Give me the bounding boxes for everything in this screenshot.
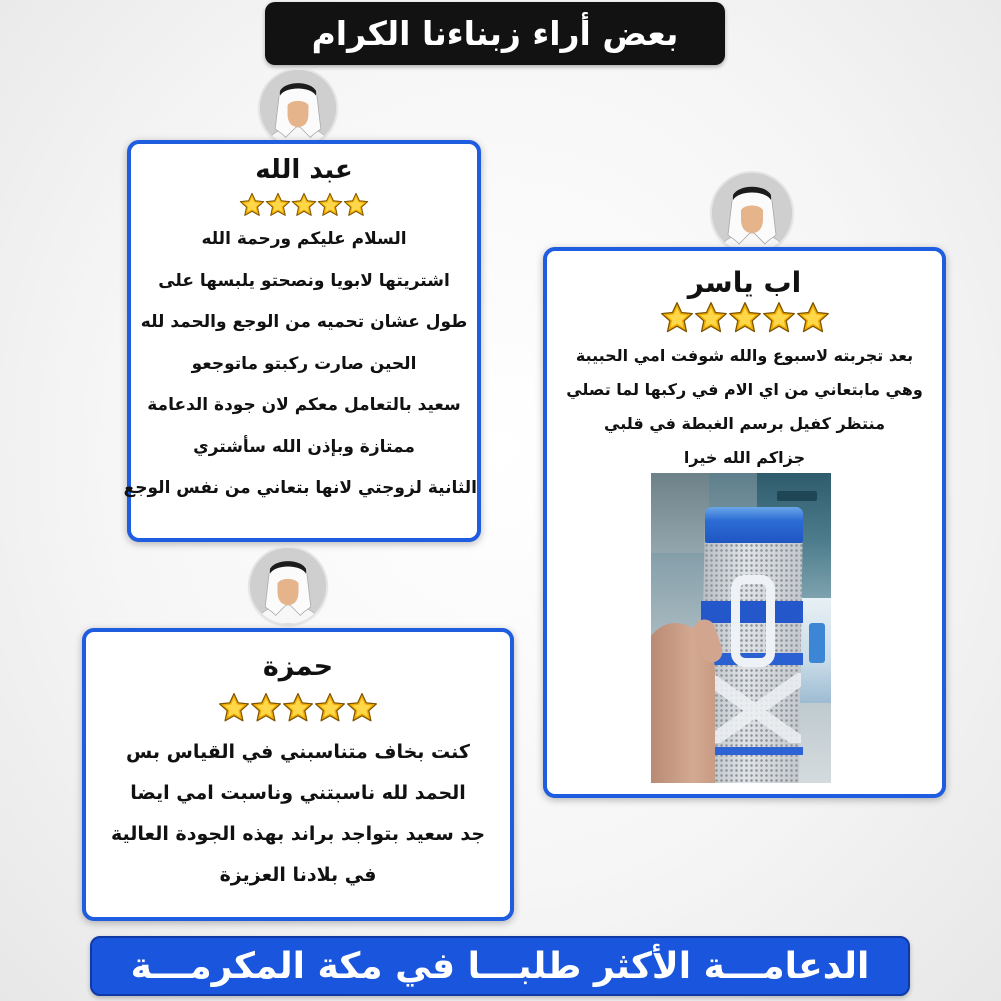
avatar-icon <box>712 173 792 253</box>
star-icon <box>660 301 694 335</box>
avatar-icon <box>260 70 336 146</box>
product-photo <box>651 473 831 783</box>
star-icon <box>343 192 369 218</box>
star-icon <box>282 692 314 724</box>
review-text-line: جزاكم الله خيرا <box>683 448 806 467</box>
review-card <box>543 247 946 798</box>
review-text-line: الحمد لله ناسبتني وناسبت امي ايضا <box>130 782 466 804</box>
review-card <box>123 140 481 542</box>
photo-background <box>809 623 825 663</box>
promo-banner-text: الدعامـــة الأكثر طلبـــا في مكة المكرمـــة <box>130 945 870 987</box>
review-text-line: جد سعيد بتواجد براند بهذه الجودة العالية <box>110 823 486 845</box>
review-text-line: وهي مابتعاني من اي الام في ركبها لما تصلي <box>566 380 923 399</box>
review-text-line: اشتريتها لابويا ونصحتو يلبسها على <box>158 270 450 291</box>
review-text <box>86 732 510 896</box>
star-icon <box>317 192 343 218</box>
review-text-line: كنت بخاف متناسبني في القياس بس <box>126 741 470 763</box>
review-text-line: سعيد بالتعامل معكم لان جودة الدعامة <box>147 395 461 415</box>
knee-brace-band <box>705 507 803 543</box>
reviewer-avatar <box>250 548 326 624</box>
reviewer-name: عبد الله <box>255 155 353 185</box>
star-icon <box>694 301 728 335</box>
star-icon <box>218 692 250 724</box>
review-text-line: الحين صارت ركبتو ماتوجعو <box>191 353 417 374</box>
promo-banner <box>90 936 910 996</box>
review-text-line: منتظر كفيل برسم الغبطة في قلبي <box>604 414 885 433</box>
reviewer-name: اب ياسر <box>687 266 802 299</box>
star-icon <box>728 301 762 335</box>
knee-brace-pad <box>731 575 775 667</box>
star-icon <box>250 692 282 724</box>
review-text-line: في بلادنا العزيزة <box>219 864 377 886</box>
review-text-line: ممتازة وبإذن الله سأشتري <box>193 436 415 457</box>
review-card <box>82 628 514 921</box>
photo-background <box>651 473 709 553</box>
star-rating <box>86 692 510 724</box>
star-icon <box>346 692 378 724</box>
review-text <box>547 339 942 475</box>
star-icon <box>762 301 796 335</box>
star-icon <box>314 692 346 724</box>
review-text-line: السلام عليكم ورحمة الله <box>201 229 407 249</box>
star-icon <box>796 301 830 335</box>
review-text-line: بعد تجربته لاسبوع والله شوفت امي الحبيبة <box>575 346 914 365</box>
avatar-icon <box>250 548 326 624</box>
star-rating <box>547 301 942 335</box>
reviewer-name: حمزة <box>262 651 334 682</box>
star-rating <box>131 192 477 218</box>
star-icon <box>239 192 265 218</box>
photo-background <box>777 491 817 501</box>
title-banner <box>265 2 725 65</box>
star-icon <box>265 192 291 218</box>
review-text <box>123 219 477 510</box>
reviewer-avatar <box>260 70 336 146</box>
star-icon <box>291 192 317 218</box>
review-text-line: طول عشان تحميه من الوجع والحمد لله <box>140 312 468 332</box>
review-text-line: الثانية لزوجتي لانها بتعاني من نفس الوجع <box>123 478 477 498</box>
reviewer-avatar <box>712 173 792 253</box>
knee-brace-knit <box>709 673 801 743</box>
page-title: بعض أراء زبناءنا الكرام <box>311 14 679 53</box>
